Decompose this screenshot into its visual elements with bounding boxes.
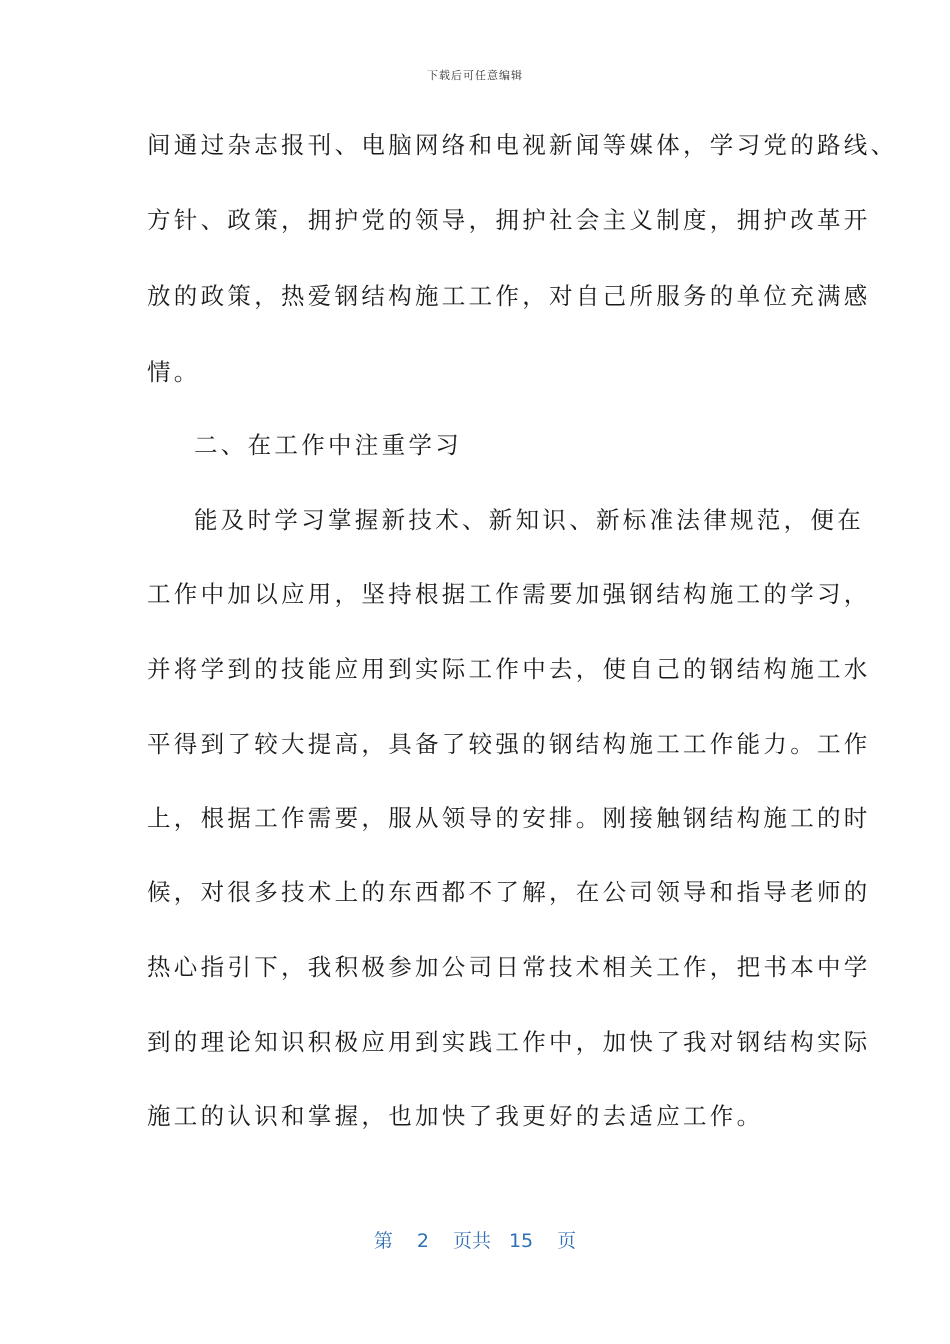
footer-prefix: 第 — [373, 1230, 393, 1252]
body-line: 候，对很多技术上的东西都不了解，在公司领导和指导老师的 — [147, 878, 871, 906]
body-line: 并将学到的技能应用到实际工作中去，使自己的钢结构施工水 — [147, 655, 871, 683]
footer-current-page: 2 — [416, 1230, 429, 1252]
body-line: 情。 — [147, 358, 201, 386]
body-line: 方针、政策，拥护党的领导，拥护社会主义制度，拥护改革开 — [147, 206, 871, 234]
body-line: 到的理论知识积极应用到实践工作中，加快了我对钢结构实际 — [147, 1028, 871, 1056]
footer-total-pages: 15 — [508, 1230, 534, 1252]
body-line: 能及时学习掌握新技术、新知识、新标准法律规范，便在 — [194, 506, 864, 534]
page-header: 下载后可任意编辑 — [427, 69, 523, 82]
footer-suffix: 页 — [557, 1230, 577, 1252]
section-heading: 二、在工作中注重学习 — [194, 431, 462, 459]
body-line: 工作中加以应用，坚持根据工作需要加强钢结构施工的学习， — [147, 580, 871, 608]
body-line: 热心指引下，我积极参加公司日常技术相关工作，把书本中学 — [147, 953, 871, 981]
body-line: 上，根据工作需要，服从领导的安排。刚接触钢结构施工的时 — [147, 804, 871, 832]
footer-middle: 页共 — [452, 1230, 491, 1252]
body-line: 间通过杂志报刊、电脑网络和电视新闻等媒体，学习党的路线、 — [147, 131, 898, 159]
body-line: 放的政策，热爱钢结构施工工作，对自己所服务的单位充满感 — [147, 282, 871, 310]
body-line: 平得到了较大提高，具备了较强的钢结构施工工作能力。工作 — [147, 730, 871, 758]
body-line: 施工的认识和掌握，也加快了我更好的去适应工作。 — [147, 1102, 764, 1130]
page-footer — [0, 1226, 950, 1253]
